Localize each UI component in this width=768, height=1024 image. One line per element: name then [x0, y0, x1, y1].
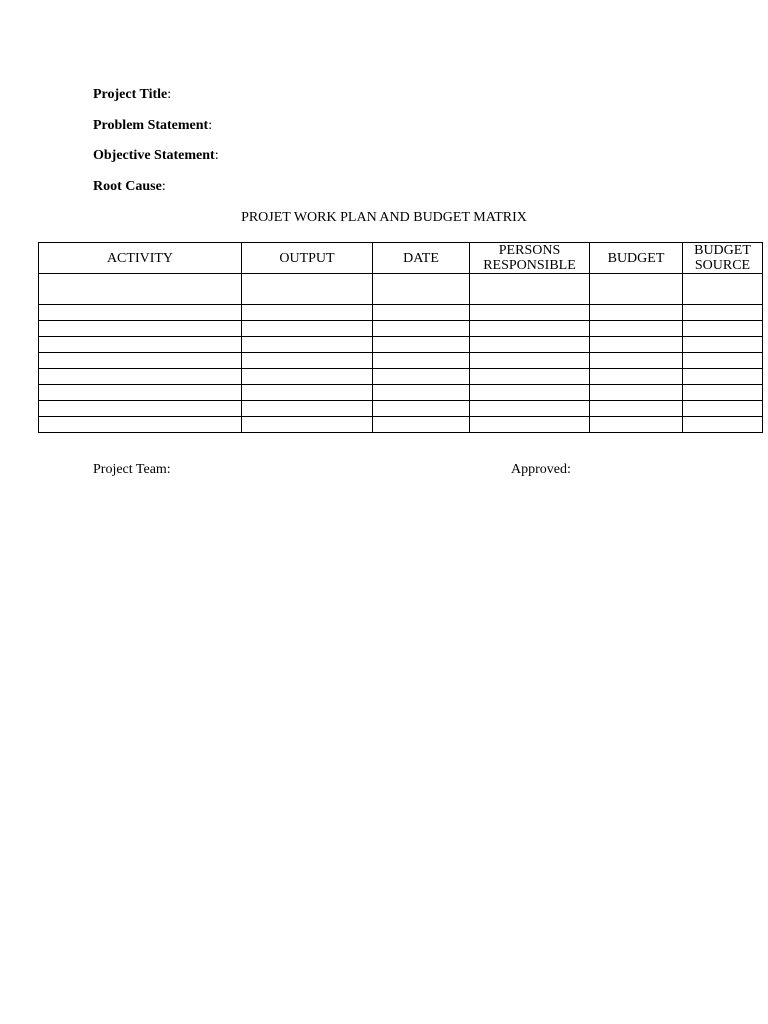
- table-row: [39, 321, 763, 337]
- table-cell[interactable]: [242, 353, 373, 369]
- table-cell[interactable]: [470, 337, 590, 353]
- root-cause-field: [93, 179, 166, 195]
- table-cell[interactable]: [683, 337, 763, 353]
- table-cell[interactable]: [683, 385, 763, 401]
- table-cell[interactable]: [373, 385, 470, 401]
- table-row: [39, 274, 763, 305]
- table-row: [39, 417, 763, 433]
- table-cell[interactable]: [470, 321, 590, 337]
- table-cell[interactable]: [39, 305, 242, 321]
- matrix-title: PROJET WORK PLAN AND BUDGET MATRIX: [241, 210, 527, 225]
- table-cell[interactable]: [242, 385, 373, 401]
- problem-statement-label: Problem Statement: [93, 118, 209, 133]
- table-cell[interactable]: [242, 305, 373, 321]
- table-header-row: [39, 243, 763, 274]
- work-plan-budget-table: [38, 242, 763, 433]
- project-team-label: Project Team:: [93, 462, 171, 477]
- table-cell[interactable]: [683, 274, 763, 305]
- table-cell[interactable]: [242, 401, 373, 417]
- table-cell[interactable]: [683, 401, 763, 417]
- problem-statement-field: [93, 118, 212, 134]
- table-cell[interactable]: [39, 401, 242, 417]
- table-row: [39, 305, 763, 321]
- table-row: [39, 401, 763, 417]
- table-cell[interactable]: [470, 385, 590, 401]
- root-cause-label: Root Cause: [93, 179, 162, 194]
- table-cell[interactable]: [683, 417, 763, 433]
- table-cell[interactable]: [470, 369, 590, 385]
- approved-label: Approved:: [511, 462, 571, 477]
- table-cell[interactable]: [683, 321, 763, 337]
- column-header-output: OUTPUT: [242, 243, 373, 274]
- table-cell[interactable]: [242, 337, 373, 353]
- table-cell[interactable]: [683, 369, 763, 385]
- table-cell[interactable]: [470, 417, 590, 433]
- table-cell[interactable]: [39, 369, 242, 385]
- table-cell[interactable]: [590, 321, 683, 337]
- table-cell[interactable]: [39, 274, 242, 305]
- table-cell[interactable]: [683, 305, 763, 321]
- column-header-date: DATE: [373, 243, 470, 274]
- table-cell[interactable]: [470, 305, 590, 321]
- table-cell[interactable]: [590, 337, 683, 353]
- column-header-budget: BUDGET: [590, 243, 683, 274]
- field-colon: :: [161, 179, 166, 194]
- table-cell[interactable]: [373, 337, 470, 353]
- table-cell[interactable]: [373, 305, 470, 321]
- objective-statement-label: Objective Statement: [93, 148, 215, 163]
- table-cell[interactable]: [373, 274, 470, 305]
- table-cell[interactable]: [373, 417, 470, 433]
- field-colon: :: [208, 118, 213, 133]
- table-cell[interactable]: [39, 417, 242, 433]
- column-header-activity: ACTIVITY: [39, 243, 242, 274]
- table-cell[interactable]: [590, 385, 683, 401]
- table-cell[interactable]: [470, 274, 590, 305]
- table-cell[interactable]: [373, 401, 470, 417]
- table-cell[interactable]: [590, 401, 683, 417]
- project-title-field: [93, 87, 171, 103]
- table-cell[interactable]: [373, 369, 470, 385]
- table-cell[interactable]: [39, 353, 242, 369]
- table-cell[interactable]: [590, 369, 683, 385]
- table-cell[interactable]: [470, 353, 590, 369]
- table-cell[interactable]: [470, 401, 590, 417]
- table-cell[interactable]: [590, 274, 683, 305]
- table-cell[interactable]: [590, 417, 683, 433]
- table-cell[interactable]: [242, 369, 373, 385]
- table-row: [39, 369, 763, 385]
- table-row: [39, 337, 763, 353]
- table-cell[interactable]: [39, 385, 242, 401]
- project-title-label: Project Title: [93, 87, 168, 102]
- table-cell[interactable]: [373, 321, 470, 337]
- table-row: [39, 385, 763, 401]
- table-cell[interactable]: [39, 337, 242, 353]
- table-cell[interactable]: [242, 321, 373, 337]
- table-cell[interactable]: [242, 417, 373, 433]
- field-colon: :: [167, 87, 172, 102]
- objective-statement-field: [93, 148, 219, 164]
- column-header-persons-responsible: PERSONS RESPONSIBLE: [470, 243, 590, 274]
- table-cell[interactable]: [373, 353, 470, 369]
- table-cell[interactable]: [39, 321, 242, 337]
- table-cell[interactable]: [683, 353, 763, 369]
- table-row: [39, 353, 763, 369]
- column-header-budget-source: BUDGET SOURCE: [683, 243, 763, 274]
- table-cell[interactable]: [242, 274, 373, 305]
- table-cell[interactable]: [590, 353, 683, 369]
- field-colon: :: [214, 148, 219, 163]
- table-cell[interactable]: [590, 305, 683, 321]
